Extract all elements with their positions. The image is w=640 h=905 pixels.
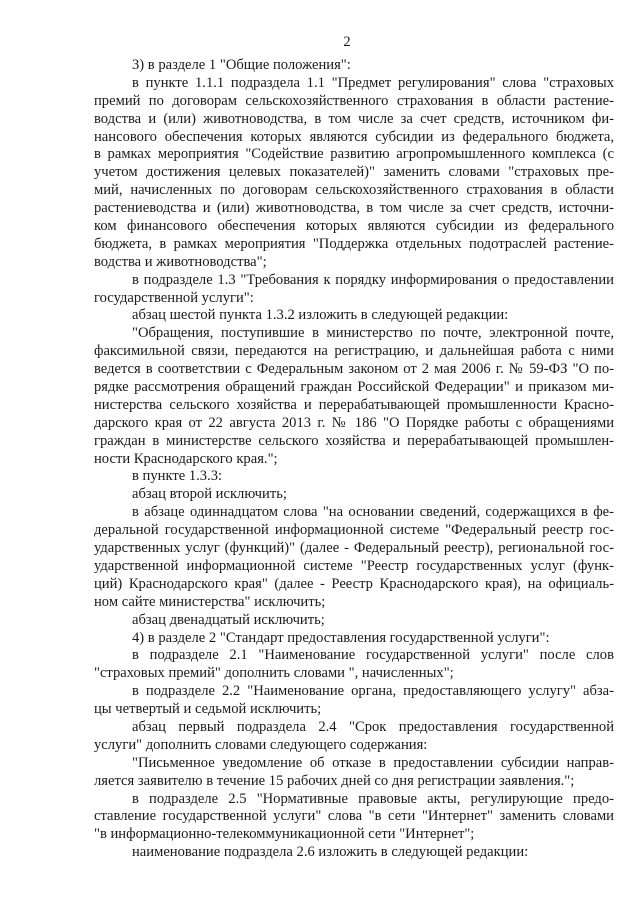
text-line: в рамках мероприятия "Содействие развитию агропромышленного комплекса (с: [94, 146, 614, 163]
text-line: цы четвертый и седьмой исключить;: [94, 701, 322, 718]
text-line: ляется заявителю в течение 15 рабочих дней со дня регистрации заявления.";: [94, 772, 575, 789]
text-line: учетом достижения целевых показателей)" заменить словами "страховых пре-: [94, 164, 614, 181]
text-line: деральной государственной информационной системе "Федеральный реестр гос-: [94, 522, 614, 539]
text-line: абзац шестой пункта 1.3.2 изложить в следующей редакции:: [132, 307, 509, 324]
text-line: ударственной информационной системе "Реестр государственных услуг (функ-: [94, 557, 614, 574]
text-line: в подразделе 2.2 "Наименование органа, предоставляющего услугу" абза-: [132, 683, 614, 700]
text-line: абзац второй исключить;: [132, 486, 287, 503]
text-line: ций) Краснодарского края" (далее - Реестр Краснодарского края), на официаль-: [94, 575, 614, 592]
text-line: абзац первый подраздела 2.4 "Срок предоставления государственной: [132, 718, 614, 735]
page-number: 2: [343, 34, 351, 50]
text-line: водства и (или) животноводства, в том числе за счет средств, источником фи-: [94, 110, 614, 127]
text-line: услуги" дополнить словами следующего содержания:: [94, 736, 428, 753]
text-line: рядке рассмотрения обращений граждан Российской Федерации" и приказом ми-: [94, 379, 614, 396]
text-line: "страховых премий" дополнить словами ", начисленных";: [94, 665, 454, 682]
text-line: государственной услуги":: [94, 289, 254, 306]
text-line: 3) в разделе 1 "Общие положения":: [132, 57, 351, 73]
text-line: абзац двенадцатый исключить;: [132, 611, 325, 628]
text-line: премий по договорам сельскохозяйственного страхования в области растение-: [94, 92, 614, 109]
text-line: ударственных услуг (функций)" (далее - Федеральный реестр), региональной гос-: [94, 540, 614, 557]
text-line: нистерства сельского хозяйства и перерабатывающей промышленности Красно-: [94, 396, 614, 413]
text-line: в абзаце одиннадцатом слова "на основании сведений, содержащихся в фе-: [132, 504, 614, 521]
text-line: факсимильной связи, передаются на регистрацию, и дальнейшая работа с ними: [94, 343, 614, 360]
text-line: "Обращения, поступившие в министерство по почте, электронной почте,: [132, 325, 614, 342]
text-line: в пункте 1.3.3:: [132, 468, 223, 485]
text-line: "Письменное уведомление об отказе в предоставлении субсидии направ-: [132, 754, 614, 771]
text-line: ном сайте министерства" исключить;: [94, 593, 326, 610]
text-line: в подразделе 1.3 "Требования к порядку информирования о предоставлении: [132, 271, 614, 288]
text-line: ставление государственной услуги" слова "в сети "Интернет" заменить словами: [94, 808, 614, 825]
text-line: растениеводства и (или) животноводства, в том числе за счет средств, источни-: [94, 200, 614, 217]
text-line: в подразделе 2.5 "Нормативные правовые акты, регулирующие предо-: [132, 790, 614, 807]
text-line: в подразделе 2.1 "Наименование государственной услуги" после слов: [132, 647, 614, 664]
text-line: нансового обеспечения которых являются субсидии из федерального бюджета,: [94, 128, 614, 145]
text-line: бюджета, в рамках мероприятия "Поддержка отдельных подотраслей растение-: [94, 235, 614, 252]
text-line: водства и животноводства";: [94, 253, 267, 270]
text-line: граждан в министерстве сельского хозяйства и перерабатывающей промышлен-: [94, 432, 614, 449]
text-line: 4) в разделе 2 "Стандарт предоставления государственной услуги":: [132, 629, 550, 646]
text-line: ком финансового обеспечения которых являются субсидии из федерального: [94, 218, 614, 235]
text-line: ности Краснодарского края.";: [94, 450, 278, 467]
text-line: в пункте 1.1.1 подраздела 1.1 "Предмет регулирования" слова "страховых: [132, 74, 614, 91]
text-line: дарского края от 22 августа 2013 г. № 186 "О Порядке работы с обращениями: [94, 414, 614, 431]
text-line: наименование подраздела 2.6 изложить в следующей редакции:: [132, 844, 529, 861]
text-line: мий, начисленных по договорам сельскохозяйственного страхования в области: [94, 182, 614, 199]
text-line: ведется в соответствии с Федеральным законом от 2 мая 2006 г. № 59-ФЗ "О по-: [94, 361, 614, 378]
text-line: "в информационно-телекоммуникационной сети "Интернет";: [94, 826, 475, 843]
document-body: [94, 57, 614, 862]
